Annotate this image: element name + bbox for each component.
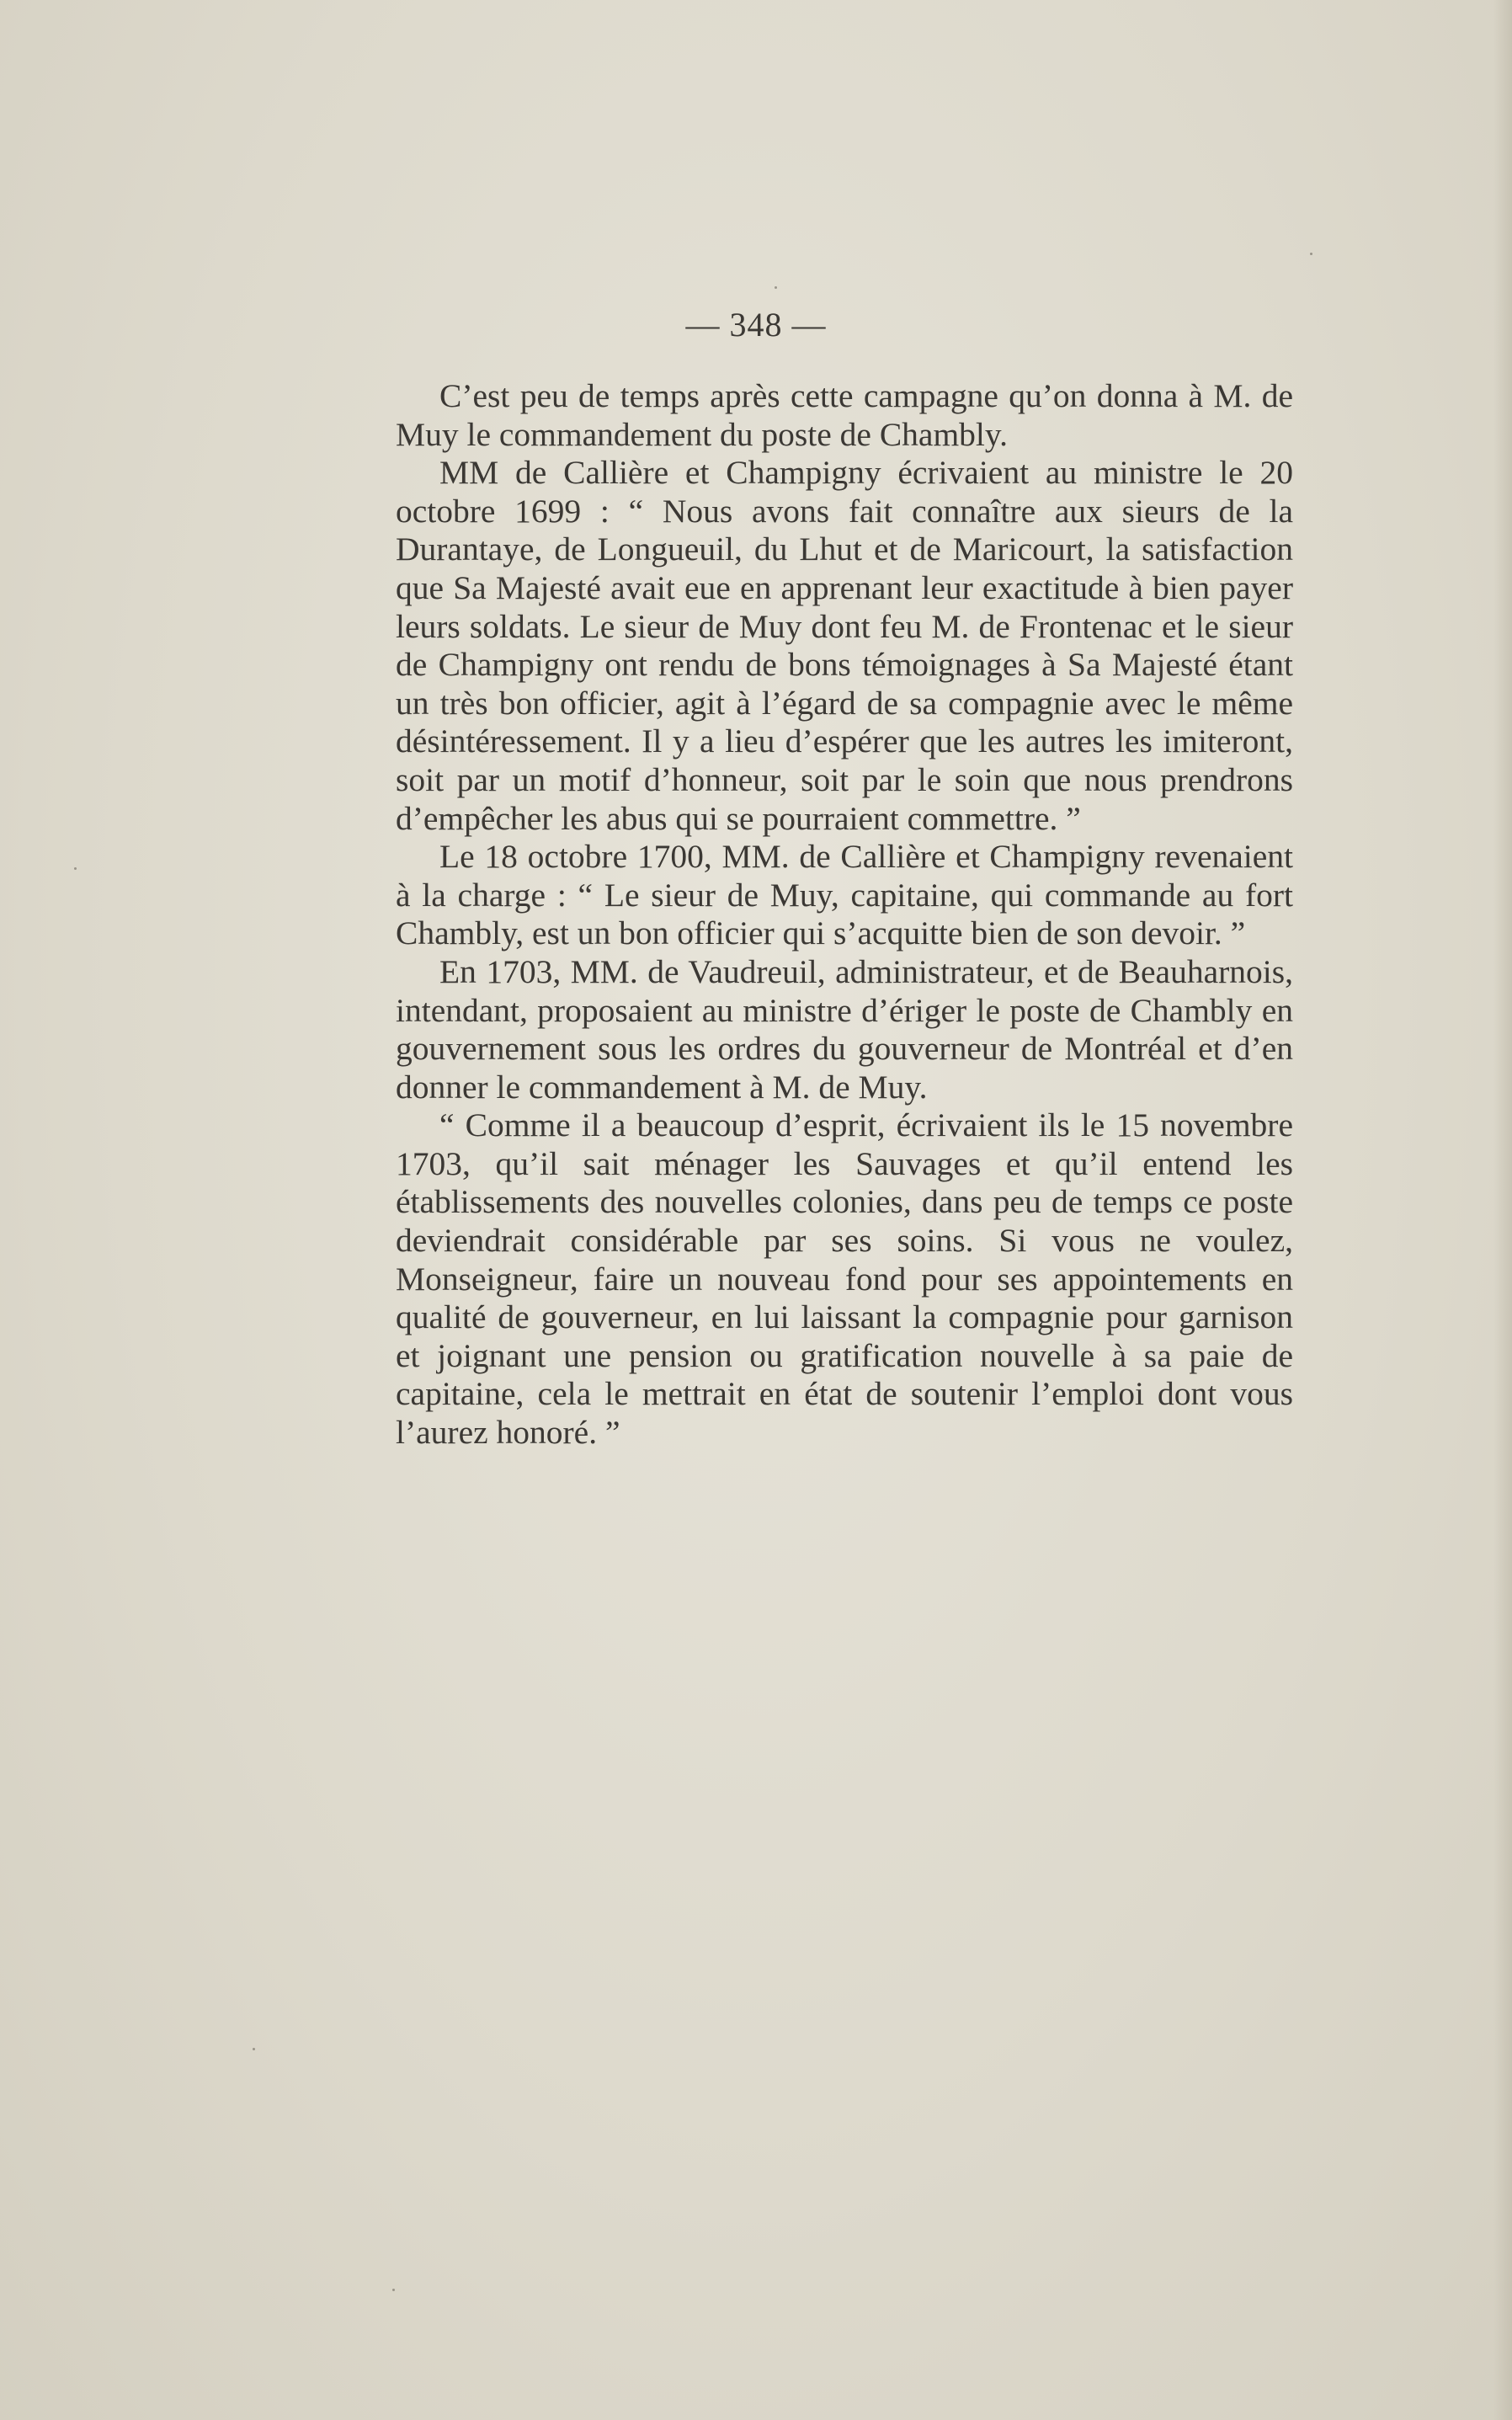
paragraph-2: MM de Callière et Champigny écrivaient au ministre le 20 octobre 1699 : “ Nous avons fait connaître aux sieurs de la Durantaye, de Longueuil, du Lhut et de Maricourt, la satisfaction que Sa Majesté avait eue en apprenant leur exactitude à bien payer leurs soldats. Le sieur de Muy dont feu M. de Frontenac et le sieur de Champigny ont rendu de bons témoignages à Sa Majesté étant un très bon officier, agit à l’égard de sa compagnie avec le même désintéressement. Il y a lieu d’espérer que les autres les imiteront, soit par un motif d’honneur, soit par le soin que nous prendrons d’empêcher les abus qui se pourraient commettre. ” xyxy=(396,454,1293,837)
paper-speck xyxy=(392,2289,395,2291)
paper-speck xyxy=(74,867,77,870)
page-number: — 348 — xyxy=(685,306,827,344)
paper-speck xyxy=(775,286,777,289)
paper-speck xyxy=(253,2048,255,2050)
body-text xyxy=(396,377,1293,1453)
paper-speck xyxy=(1310,253,1312,255)
page-edge-shadow xyxy=(1493,0,1512,2420)
paragraph-4: En 1703, MM. de Vaudreuil, administrateur, et de Beauharnois, intendant, proposaient au ministre d’ériger le poste de Chambly en gouvernement sous les ordres du gouverneur de Montréal et d’en donner le commandement à M. de Muy. xyxy=(396,952,1293,1106)
paragraph-3: Le 18 octobre 1700, MM. de Callière et Champigny revenaient à la charge : “ Le sieur de Muy, capitaine, qui commande au fort Chambly, est un bon officier qui s’acquitte bien de son devoir. ” xyxy=(396,838,1293,952)
paragraph-1: C’est peu de temps après cette campagne qu’on donna à M. de Muy le commandement du poste de Chambly. xyxy=(396,377,1293,453)
paragraph-5: “ Comme il a beaucoup d’esprit, écrivaient ils le 15 novembre 1703, qu’il sait ménager les Sauvages et qu’il entend les établissements des nouvelles colonies, dans peu de temps ce poste deviendrait considérable par ses soins. Si vous ne voulez, Monseigneur, faire un nouveau fond pour ses appointements en qualité de gouverneur, en lui laissant la compagnie pour garnison et joignant une pension ou gratification nouvelle à sa paie de capitaine, cela le mettrait en état de soutenir l’emploi dont vous l’aurez honoré. ” xyxy=(396,1106,1293,1452)
